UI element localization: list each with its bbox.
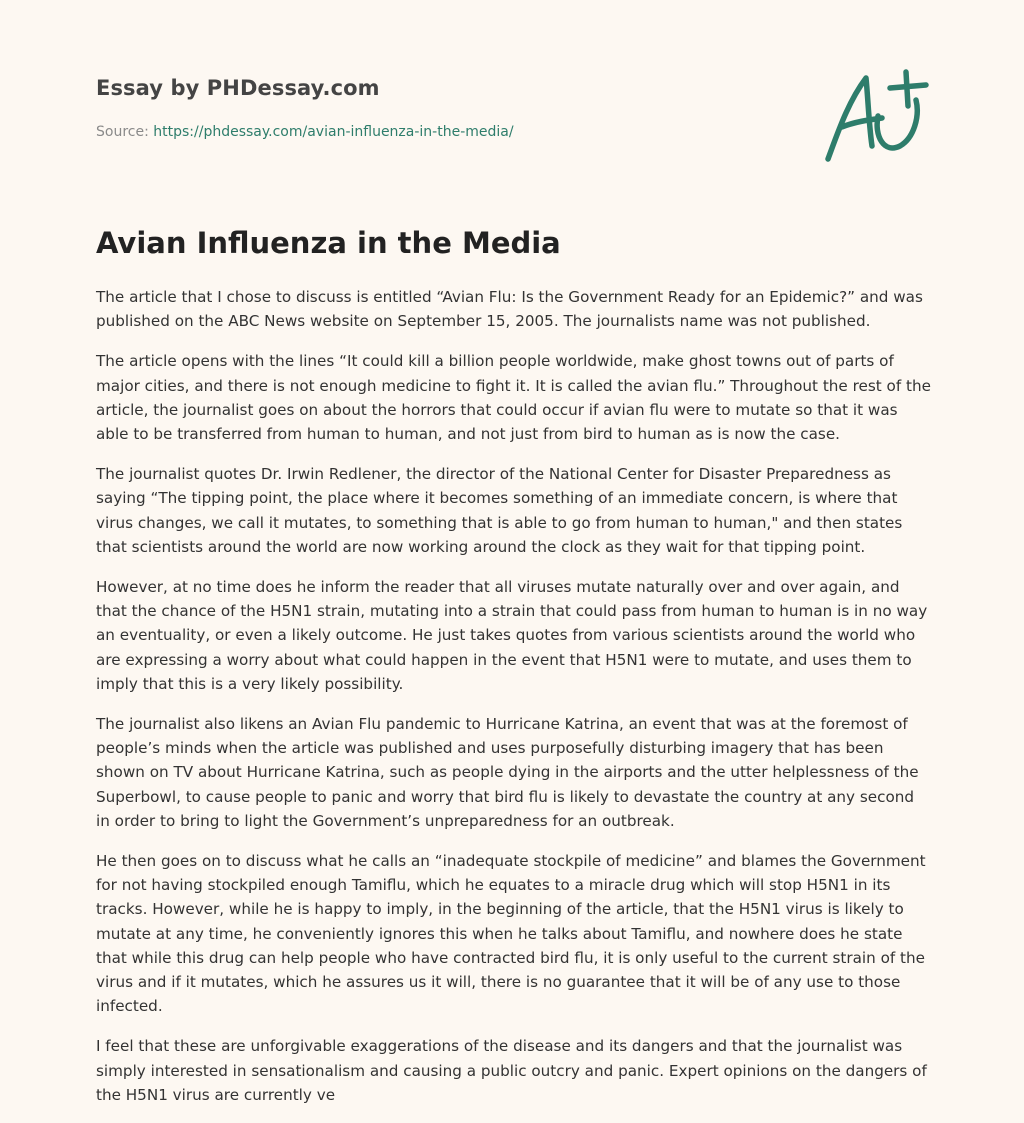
paragraph: However, at no time does he inform the reader that all viruses mutate naturally over and over again, and that the chance of the H5N1 strain, mutating into a strain that could pass from human to human is in no way an eventuality, or even a likely outcome. He just takes quotes from various scientists around the world who are expressing a worry about what could happen in the event that H5N1 were to mutate, and uses them to imply that this is a very likely possibility. (96, 578, 928, 693)
paragraph: The article that I chose to discuss is entitled “Avian Flu: Is the Government Ready for an Epidemic?” and was published on the ABC News website on September 15, 2005. The journalists name was not published. (96, 288, 923, 331)
article-title: Avian Influenza in the Media (96, 226, 561, 260)
paragraph: The journalist quotes Dr. Irwin Redlener, the director of the National Center for Disaster Preparedness as saying “The tipping point, the place where it becomes something of an immediate concern, is where that virus changes, we call it mutates, to something that is able to go from human to human," and then states that scientists around the world are now working around the clock as they wait for that tipping point. (96, 465, 903, 556)
paragraph: The journalist also likens an Avian Flu pandemic to Hurricane Katrina, an event that was at the foremost of people’s minds when the article was published and uses purposefully disturbing imagery that has been shown on TV about Hurricane Katrina, such as people dying in the airports and the utter helplessness of the Superbowl, to cause people to panic and worry that bird flu is likely to devastate the country at any second in order to bring to light the Government’s unpreparedness for an outbreak. (96, 715, 919, 830)
paragraph: I feel that these are unforgivable exaggerations of the disease and its dangers and that the journalist was simply interested in sensationalism and causing a public outcry and panic. Expert opinions on the dangers of the H5N1 virus are currently ve (96, 1037, 927, 1104)
source-link[interactable]: https://phdessay.com/avian-influenza-in-the-media/ (153, 124, 514, 140)
source-label: Source: (96, 124, 149, 140)
paragraph: He then goes on to discuss what he calls an “inadequate stockpile of medicine” and blames the Government for not having stockpiled enough Tamiflu, which he equates to a miracle drug which will stop H5N1 in its tracks. However, while he is happy to imply, in the beginning of the article, that the H5N1 virus is likely to mutate at any time, he conveniently ignores this when he talks about Tamiflu, and nowhere does he state that while this drug can help people who have contracted bird flu, it is only useful to the current strain of the virus and if it mutates, which he assures us it will, there is no guarantee that it will be of any use to those infected. (96, 852, 926, 1016)
a-plus-logo-icon (822, 64, 932, 168)
source-line (96, 124, 514, 140)
brand-title: Essay by PHDessay.com (96, 76, 380, 100)
paragraph: The article opens with the lines “It could kill a billion people worldwide, make ghost towns out of parts of major cities, and there is not enough medicine to fight it. It is called the avian flu.” Throughout the rest of the article, the journalist goes on about the horrors that could occur if avian flu were to mutate so that it was able to be transferred from human to human, and not just from bird to human as is now the case. (96, 352, 931, 444)
article-body (96, 285, 932, 1123)
